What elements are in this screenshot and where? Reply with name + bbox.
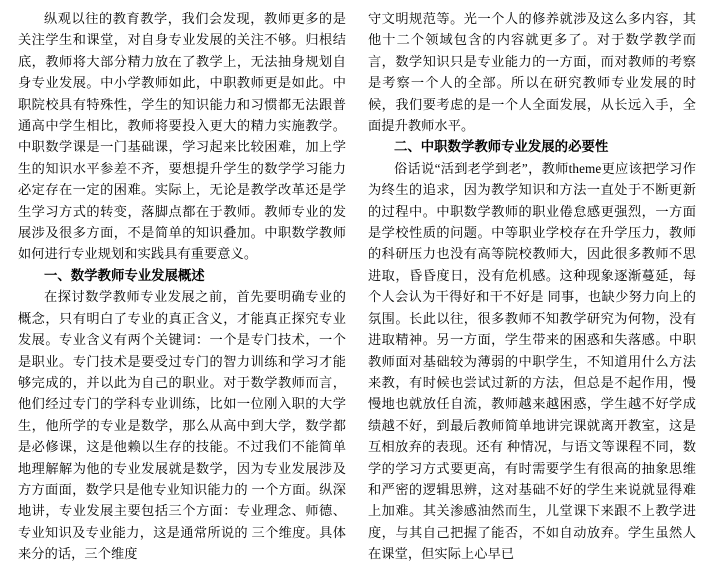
left-column xyxy=(18,8,346,562)
section-heading: 一、数学教师专业发展概述 xyxy=(44,267,205,283)
paragraph: 守文明规范等。光一个人的修养就涉及这么多内容，其他十二个领域包含的内容就更多了。对于数学教学而言，数学知识只是专业能力的一方面，而对教师的考察是考察一个人的全部。所以在研究教师专业发展的时候，我们要考虑的是一个人全面发展，从长远入手，全面提升教师水平。 xyxy=(368,11,696,134)
two-column-layout xyxy=(18,8,707,562)
paragraph: 俗话说“活到老学到老”，教师theme更应该把学习作为终生的追求，因为教学知识和方法一直处于不断更新的过程中。中职数学教师的职业倦怠感更强烈，一方面是学校性质的问题。中等职业学校存在升学压力，教师的科研压力也没有高等院校教师大，因此很多教师不思进取，昏昏度日，没有危机感。这种现象逐渐蔓延，每个人会认为干得好和干不好是 同事，也缺少努力向上的氛围。长此以往，很多教师不知教学研究为何物，没有进取精神。另一方面，学生带来的困惑和失落感。中职教师面对基础较为薄弱的中职学生，不知道用什么方法来教，有时候也尝试过新的方法，但总是不起作用，慢慢地也就放任自流，教师越来越困惑，学生越不好学成绩越不好，到最后教师简单地讲完课就离开教室，这是互相放弃的表现。还有 种情况，与语文等课程不同，数学的学习方式要更高，有时需要学生有很高的抽象思维和严密的逻辑思辨，这对基础不好的学生来说就显得难上加难。其关渗感油然而生，儿堂课下来跟不上教学进度，与其自己把握了能否，不如自动放弃。学生虽然人在课堂，但实际上心早已 xyxy=(368,160,696,562)
section-heading: 二、中职数学教师专业发展的必要性 xyxy=(394,139,609,155)
paragraph: 在探讨数学教师专业发展之前，首先要明确专业的概念，只有明白了专业的真正含义，才能真正探究专业发展。专业含义有两个关键词：一个是专门技术，一个是职业。专门技术是要受过专门的智力训练和学习才能够完成的，并以此为自己的职业。对于数学教师而言，他们经过专门的学科专业训练，比如一位刚入职的大学生，他所学的专业是数学，那么从高中到大学，数学都是必修课，这是他赖以生存的技能。不过我们不能简单地理解解为他的专业发展就是数学，因为专业发展涉及方方面面，数学只是他专业知识能力的 一个方面。纵深地讲，专业发展主要包括三个方面：专业理念、师德、专业知识及专业能力，这是通常所说的 三个维度。具体来分的话，三个维度 xyxy=(18,289,346,562)
right-column xyxy=(368,8,696,562)
paragraph: 纵观以往的教育教学，我们会发现，教师更多的是关注学生和课堂，对自身专业发展的关注不够。归根结底，教师将大部分精力放在了教学上，无法抽身规划自身专业发展。中小学教师如此，中职教师更是如此。中职院校具有特殊性，学生的知识能力和习惯都无法跟普通高中学生相比，教师将要投入更大的精力实施教学。中职数学课是一门基础课，学习起来比较困难，加上学生的知识水平参差不齐，要想提升学生的数学学习能力必定存在一定的困难。实际上，无论是教学改革还是学生学习方式的转变，落脚点都在于教师。教师专业的发展涉及很多方面，不是简单的知识叠加。中职数学教师如何进行专业规划和实践具有重要意义。 xyxy=(18,11,346,262)
